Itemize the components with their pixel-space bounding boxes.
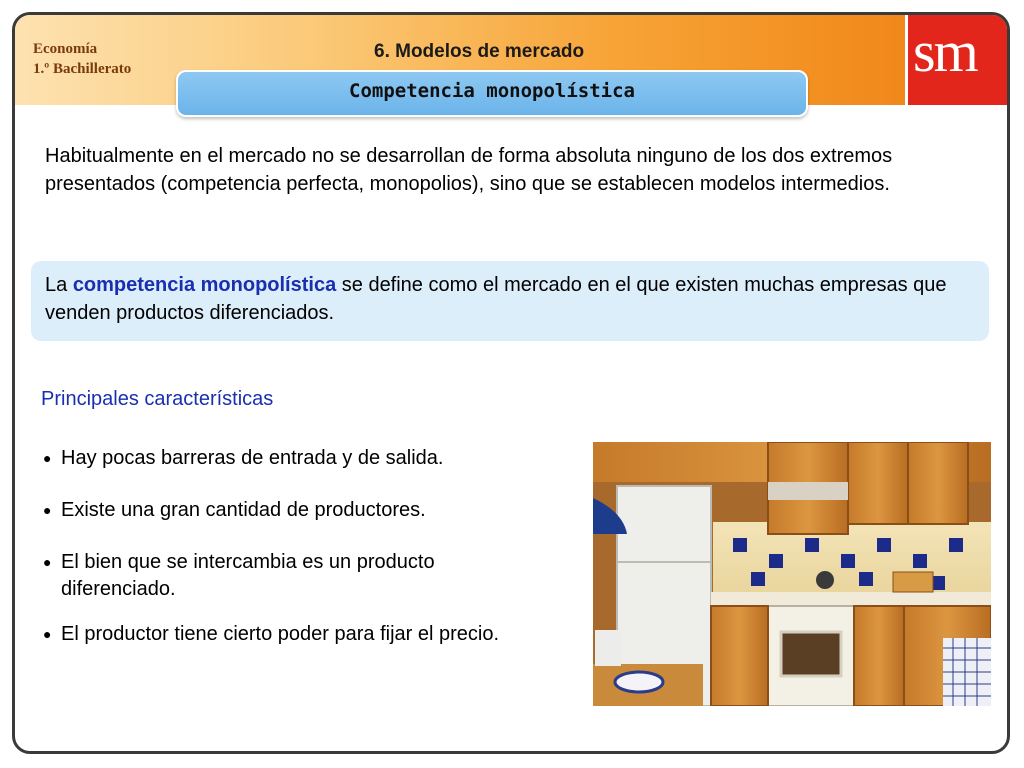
list-item-text: Hay pocas barreras de entrada y de salida. [61,447,444,469]
list-item-text: El productor tiene cierto poder para fijar el precio. [61,623,500,645]
list-item [43,621,499,648]
kitchen-photo [593,442,991,706]
unit-title: 6. Modelos de mercado [374,41,585,62]
list-item-text: El bien que se intercambia es un producto diferenciado. [61,551,435,600]
bullet-icon: ● [43,626,52,642]
definition-prefix: La [45,274,73,296]
bullet-icon: ● [43,450,52,466]
course-level: 1.º Bachillerato [33,61,132,77]
list-item [43,549,503,603]
topic-banner [176,70,808,117]
list-item [43,445,443,472]
intro-paragraph: Habitualmente en el mercado no se desarrollan de forma absoluta ninguno de los dos extremos presentados (competencia perfecta, monopolios), sino que se establecen modelos intermedios. [45,145,893,195]
bullet-icon: ● [43,502,52,518]
definition-text: se define como el mercado en el que existen muchas empresas que venden productos diferenciados. [45,274,947,324]
bullet-icon: ● [43,554,52,570]
list-item [43,497,426,524]
sm-logo [905,15,1007,105]
list-item-text: Existe una gran cantidad de productores. [61,499,426,521]
subject-name: Economía [33,41,98,57]
definition-term: competencia monopolística [72,274,337,296]
topic-title: Competencia monopolística [349,80,635,102]
definition-box [31,261,989,341]
subject-label [33,39,131,79]
slide [12,12,1010,754]
characteristics-heading: Principales características [41,388,274,410]
logo-text: sm [913,19,977,84]
